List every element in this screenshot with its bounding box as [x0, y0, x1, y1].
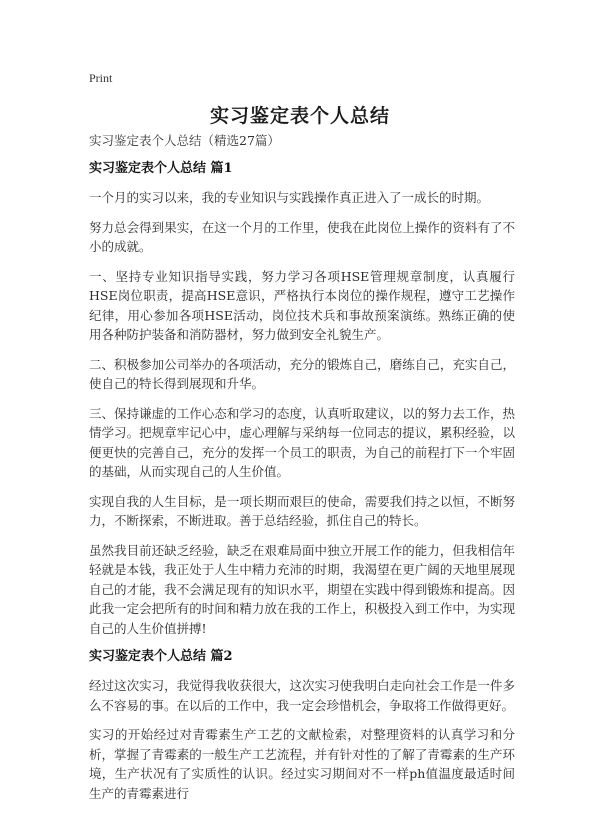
paragraph: 二、积极参加公司举办的各项活动，充分的锻炼自己，磨练自己，充实自己，使自己的特长得到展现和升华。: [89, 356, 515, 391]
paragraph: 三、保持谦虚的工作心态和学习的态度，认真听取建议，以的努力去工作，热情学习。把规章牢记心中，虚心理解与采纳每一位同志的提议，累积经验，以便更快的完善自己，充分的发挥一个员工的职责，为自己的前程打下一个牢固的基础，从而实现自己的人生价值。: [89, 405, 515, 479]
paragraph: 实习的开始经过对青霉素生产工艺的文献检索，对整理资料的认真学习和分析，掌握了青霉素的一般生产工艺流程，并有针对性的了解了青霉素的生产环境，生产状况有了实质性的认识。经过实习期间对不一样ph值温度最适时间生产的青霉素进行: [89, 727, 515, 801]
paragraph: 经过这次实习，我觉得我收获很大，这次实习使我明白走向社会工作是一件多么不容易的事。在以后的工作中，我一定会珍惜机会，争取将工作做得更好。: [89, 678, 515, 713]
paragraph: 一、坚持专业知识指导实践，努力学习各项HSE管理规章制度，认真履行HSE岗位职责，提高HSE意识，严格执行本岗位的操作规程，遵守工艺操作纪律，用心参加各项HSE活动，岗位技术兵和事故预案演练。熟练正确的使用各种防护装备和消防器材，努力做到安全礼貌生产。: [89, 268, 515, 342]
section-heading-1: 实习鉴定表个人总结 篇1: [89, 161, 233, 176]
paragraph: 实现自我的人生目标，是一项长期而艰巨的使命，需要我们持之以恒，不断努力，不断探索，不断进取。善于总结经验，抓住自己的特长。: [89, 493, 515, 528]
print-link[interactable]: Print: [89, 71, 113, 85]
paragraph: 一个月的实习以来，我的专业知识与实践操作真正进入了一成长的时期。: [89, 190, 490, 205]
paragraph: 努力总会得到果实，在这一个月的工作里，使我在此岗位上操作的资料有了不小的成就。: [89, 219, 515, 254]
document-title: 实习鉴定表个人总结: [209, 105, 390, 127]
paragraph: 虽然我目前还缺乏经验，缺乏在艰难局面中独立开展工作的能力，但我相信年轻就是本钱，我正处于人生中精力充沛的时期，我渴望在更广阔的天地里展现自己的才能，我不会满足现有的知识水平，期望在实践中得到锻炼和提高。因此我一定会把所有的时间和精力放在我的工作上，积极投入到工作中，为实现自己的人生价值拼搏!: [89, 542, 515, 636]
document-body: [89, 132, 515, 813]
document-subtitle: 实习鉴定表个人总结（精选27篇）: [89, 133, 280, 148]
section-heading-2: 实习鉴定表个人总结 篇2: [89, 649, 233, 664]
